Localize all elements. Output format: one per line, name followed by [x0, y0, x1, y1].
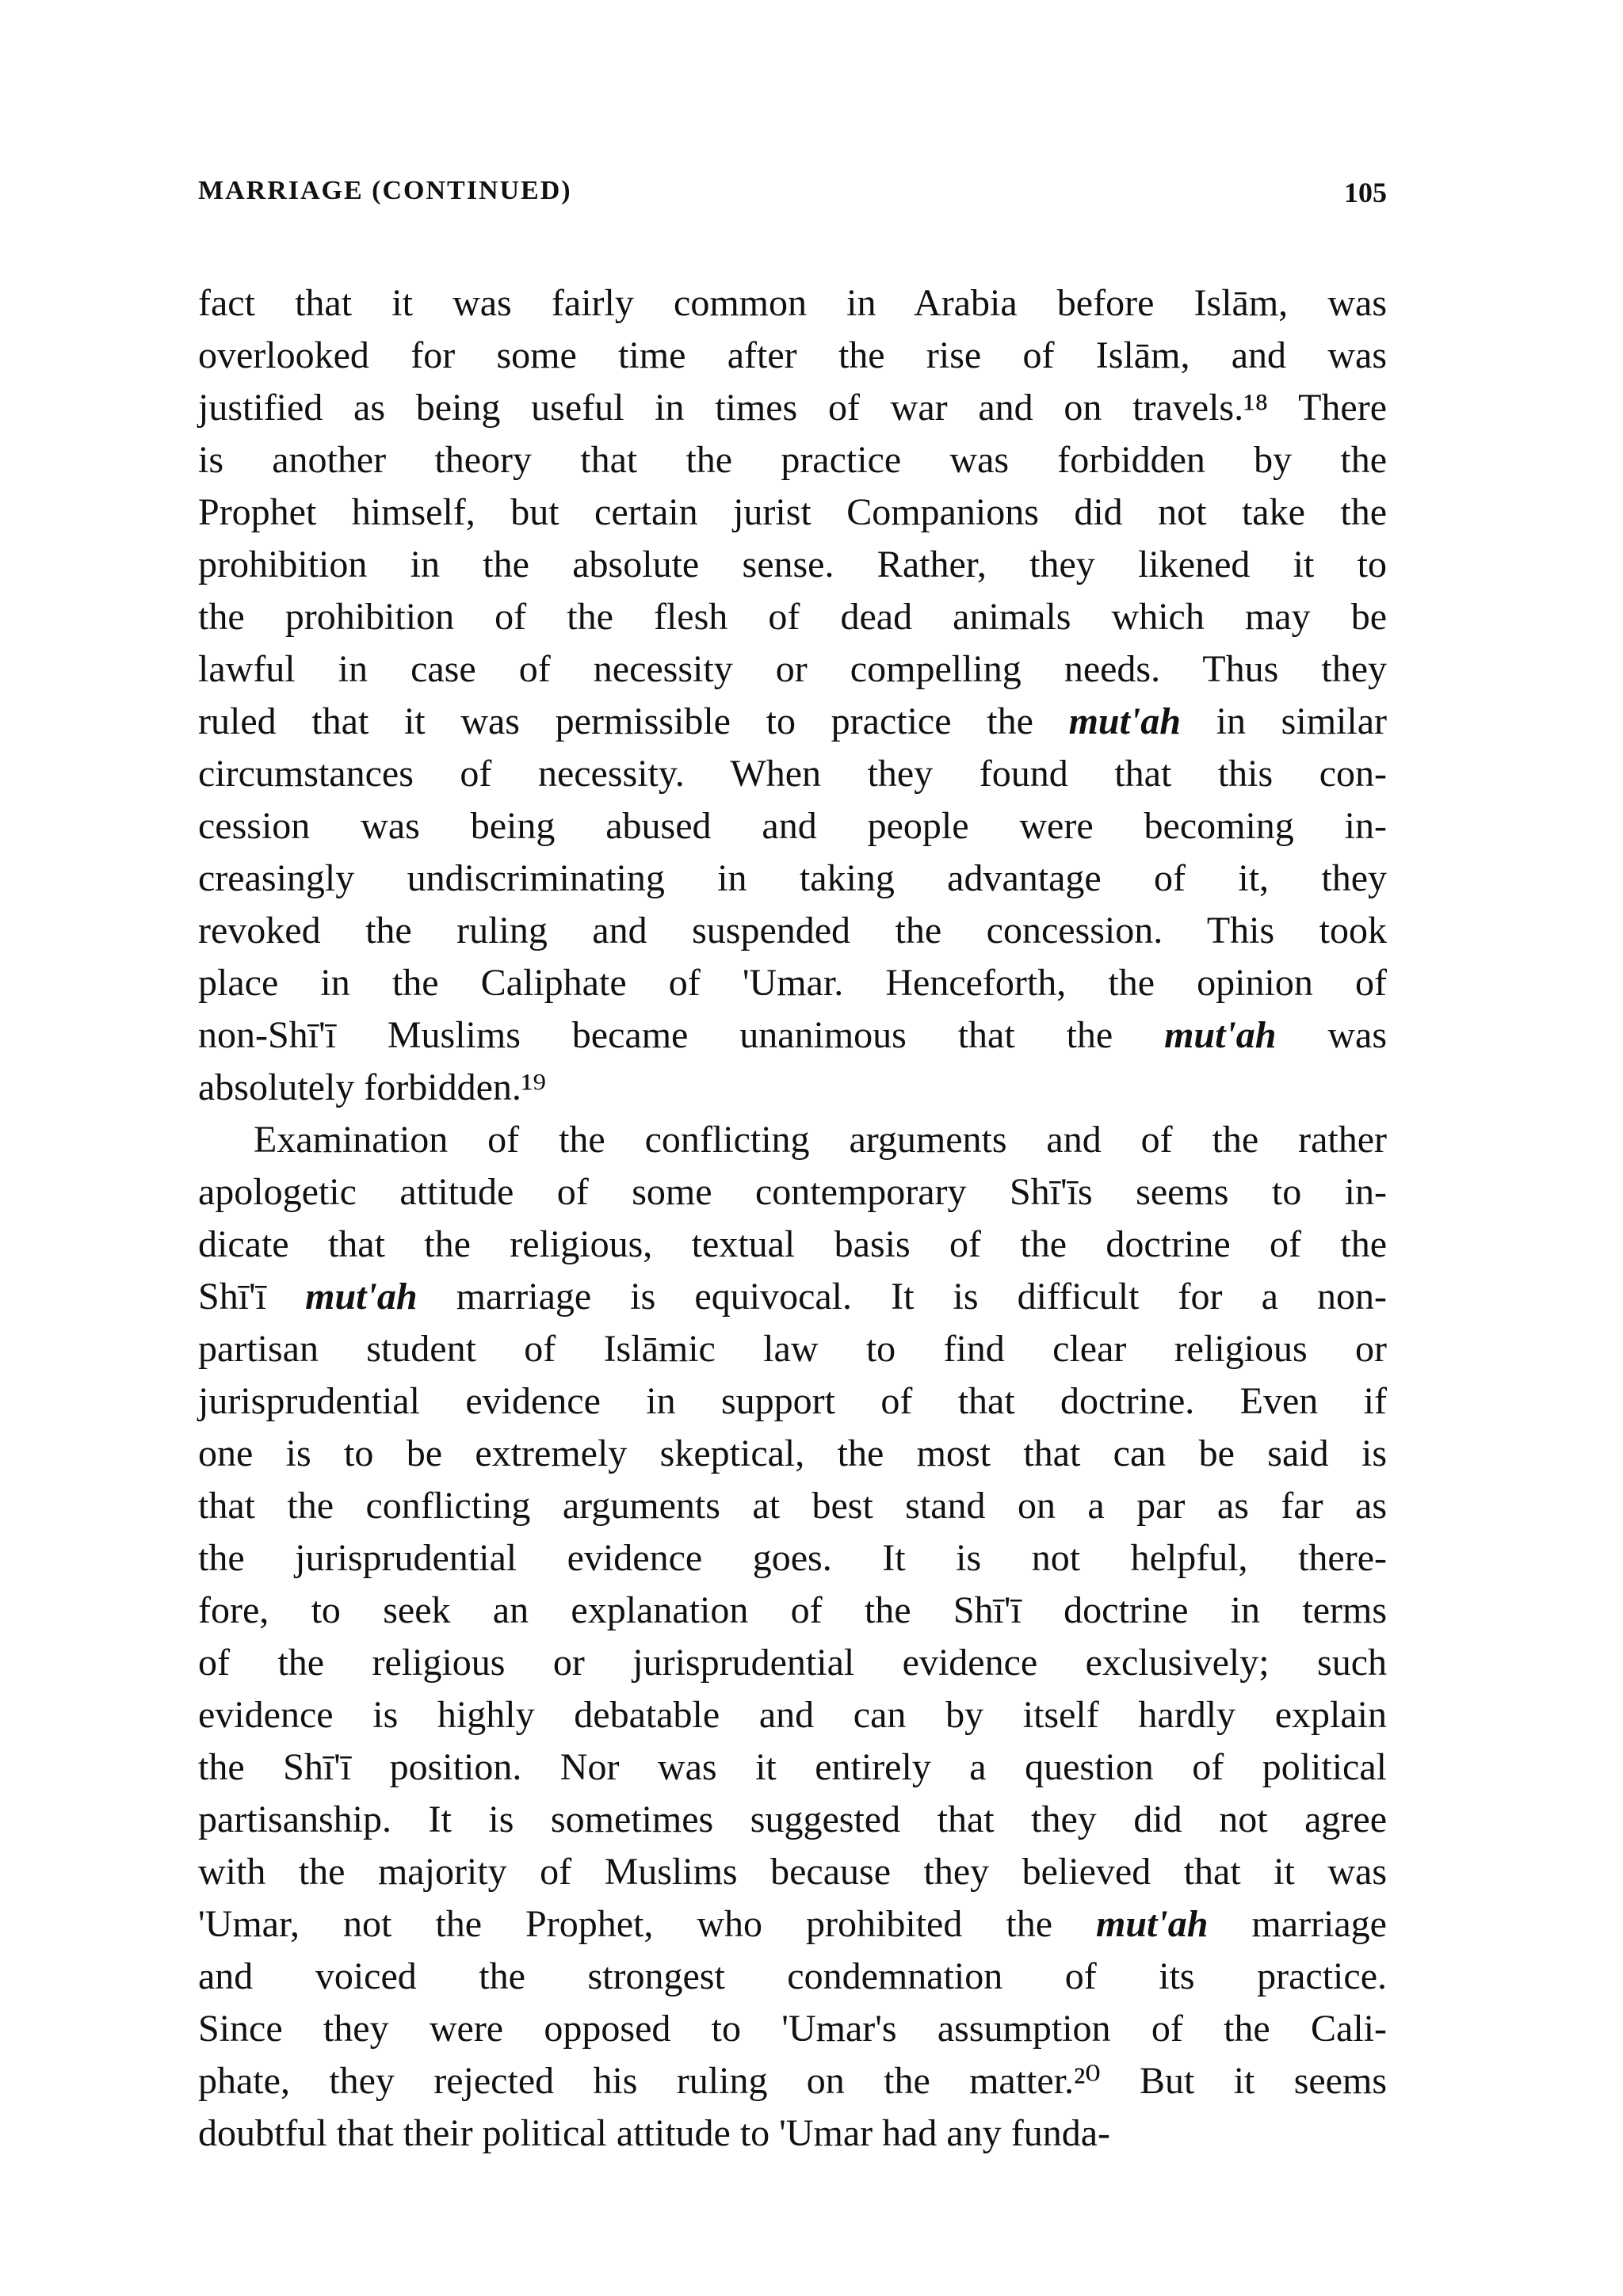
text-line: fore, to seek an explanation of the Shī'ī doctrine in terms: [198, 1589, 1387, 1631]
text-line: lawful in case of necessity or compelling needs. Thus they: [198, 648, 1387, 690]
text-line: Prophet himself, but certain jurist Companions did not take the: [198, 491, 1387, 533]
text-line: is another theory that the practice was forbidden by the: [198, 439, 1387, 481]
text-line: cession was being abused and people were becoming in-: [198, 805, 1387, 847]
text-line: overlooked for some time after the rise of Islām, and was: [198, 334, 1387, 376]
text-line: 'Umar, not the Prophet, who prohibited the mut'ah marriage: [198, 1903, 1387, 1945]
text-line: evidence is highly debatable and can by itself hardly explain: [198, 1694, 1387, 1736]
text-line: apologetic attitude of some contemporary Shī'īs seems to in-: [198, 1171, 1387, 1213]
text-line: phate, they rejected his ruling on the matter.²⁰ But it seems: [198, 2060, 1387, 2102]
text-line: one is to be extremely skeptical, the most that can be said is: [198, 1432, 1387, 1474]
text-line: prohibition in the absolute sense. Rather, they likened it to: [198, 543, 1387, 585]
italic-term: mut'ah: [1068, 700, 1181, 742]
text-line: the Shī'ī position. Nor was it entirely a question of political: [198, 1746, 1387, 1788]
text-line: partisan student of Islāmic law to find clear religious or: [198, 1328, 1387, 1370]
text-line: of the religious or jurisprudential evidence exclusively; such: [198, 1642, 1387, 1684]
running-head-title: MARRIAGE (CONTINUED): [198, 176, 572, 205]
text-line: Examination of the conflicting arguments and of the rather: [254, 1119, 1387, 1161]
body-text: [198, 277, 1387, 2160]
paragraph: [198, 1114, 1387, 2160]
text-line: absolutely forbidden.¹⁹: [198, 1066, 547, 1108]
text-line: place in the Caliphate of 'Umar. Henceforth, the opinion of: [198, 962, 1387, 1004]
text-line: Shī'ī mut'ah marriage is equivocal. It is difficult for a non-: [198, 1276, 1388, 1318]
text-line: the prohibition of the flesh of dead animals which may be: [198, 596, 1387, 638]
text-line: and voiced the strongest condemnation of its practice.: [198, 1955, 1387, 1997]
text-line: circumstances of necessity. When they found that this con-: [198, 753, 1387, 795]
text-line: creasingly undiscriminating in taking advantage of it, they: [198, 857, 1387, 899]
text-line: partisanship. It is sometimes suggested that they did not agree: [198, 1798, 1387, 1840]
paragraph: [198, 277, 1387, 1114]
text-line: non-Shī'ī Muslims became unanimous that the mut'ah was: [198, 1014, 1387, 1056]
text-line: revoked the ruling and suspended the concession. This took: [198, 910, 1387, 952]
page-number: 105: [1344, 177, 1387, 208]
text-line: jurisprudential evidence in support of that doctrine. Even if: [198, 1380, 1387, 1422]
text-line: the jurisprudential evidence goes. It is not helpful, there-: [198, 1537, 1387, 1579]
running-head: [198, 176, 1387, 215]
text-line: justified as being useful in times of war and on travels.¹⁸ There: [198, 387, 1387, 429]
italic-term: mut'ah: [305, 1276, 418, 1318]
text-line: that the conflicting arguments at best stand on a par as far as: [198, 1485, 1387, 1527]
text-line: Since they were opposed to 'Umar's assumption of the Cali-: [198, 2008, 1387, 2050]
text-line: ruled that it was permissible to practice the mut'ah in similar: [198, 700, 1387, 742]
text-line: dicate that the religious, textual basis of the doctrine of the: [198, 1223, 1387, 1265]
text-line: fact that it was fairly common in Arabia before Islām, was: [198, 282, 1387, 324]
italic-term: mut'ah: [1164, 1014, 1277, 1056]
italic-term: mut'ah: [1096, 1903, 1209, 1945]
text-line: with the majority of Muslims because they believed that it was: [198, 1851, 1387, 1893]
text-line: doubtful that their political attitude to 'Umar had any funda-: [198, 2112, 1110, 2154]
